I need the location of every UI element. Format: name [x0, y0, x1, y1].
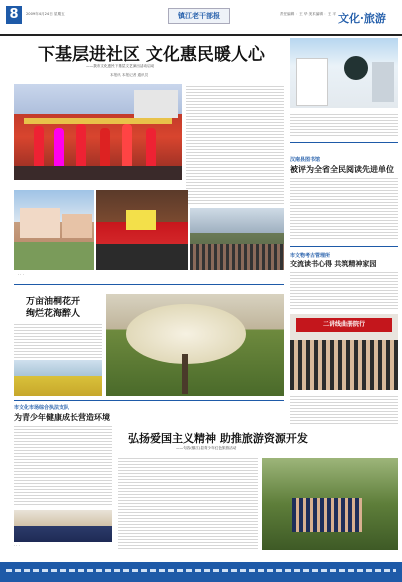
lecture-caption: [290, 394, 398, 424]
editor-info: 责任编辑 ：王 华 美术编辑 ：王 平: [280, 12, 337, 16]
masthead-logo: 镇江老干部报: [168, 8, 230, 24]
lead-photo-stage: [14, 84, 182, 180]
page-number: 8: [6, 6, 22, 24]
youth-kicker: 市文化市场综合执法支队: [14, 405, 70, 411]
photo-lecture-banner: [290, 314, 398, 390]
photo-crowd-plaza: [190, 208, 284, 270]
lead-headline: 下基层进社区 文化惠民暖人心: [38, 45, 265, 65]
youth-body-text: [14, 424, 112, 506]
lecture-banner-text: 二讲线曲册院行: [296, 318, 392, 332]
section-title: 文化·旅游: [338, 12, 386, 25]
photo-caption-row: · · ·: [18, 273, 24, 277]
reading-body-text: [290, 270, 398, 310]
lead-byline: 本报讯 本报记者 通讯员: [110, 73, 149, 77]
page-footer: [0, 562, 402, 582]
flower-title-1: 万亩油桐花开: [26, 297, 81, 307]
date-line: 2009年4月24日 星期五: [26, 12, 65, 16]
patriotic-subtitle: ——句容(镇江)县青少年红色旅游活动: [176, 446, 237, 450]
reading-title: 交流读书心得 共筑精神家园: [290, 259, 377, 268]
photo-outdoor-activity: [262, 458, 398, 550]
reading-kicker: 市文物考古管理所: [290, 253, 331, 259]
youth-caption: · · ·: [14, 544, 20, 548]
lead-subtitle: ——我市文化惠民下基层文艺演出活动启动: [86, 64, 155, 68]
flower-body-text: [14, 322, 102, 358]
photo-village-building: [14, 190, 94, 270]
photo-eye-exam: [290, 38, 398, 108]
flower-title-2: 绚烂花海醉人: [26, 309, 81, 319]
page-header: [0, 0, 402, 36]
photo-stage-audience: [96, 190, 188, 270]
eye-exam-text: [290, 112, 398, 136]
photo-rapeseed-field: [14, 360, 102, 396]
library-title: 被评为全省全民阅读先进单位: [290, 164, 394, 174]
library-kicker: 汉南县图书馆: [290, 157, 321, 163]
library-body-text: [290, 176, 398, 240]
lead-body-text: [186, 84, 284, 204]
youth-title: 为青少年健康成长营造环境: [14, 412, 110, 422]
photo-blossom-tree: [106, 294, 284, 396]
photo-students: [14, 510, 112, 542]
patriotic-headline: 弘扬爱国主义精神 助推旅游资源开发: [128, 432, 308, 445]
patriotic-body-text: [118, 456, 258, 550]
